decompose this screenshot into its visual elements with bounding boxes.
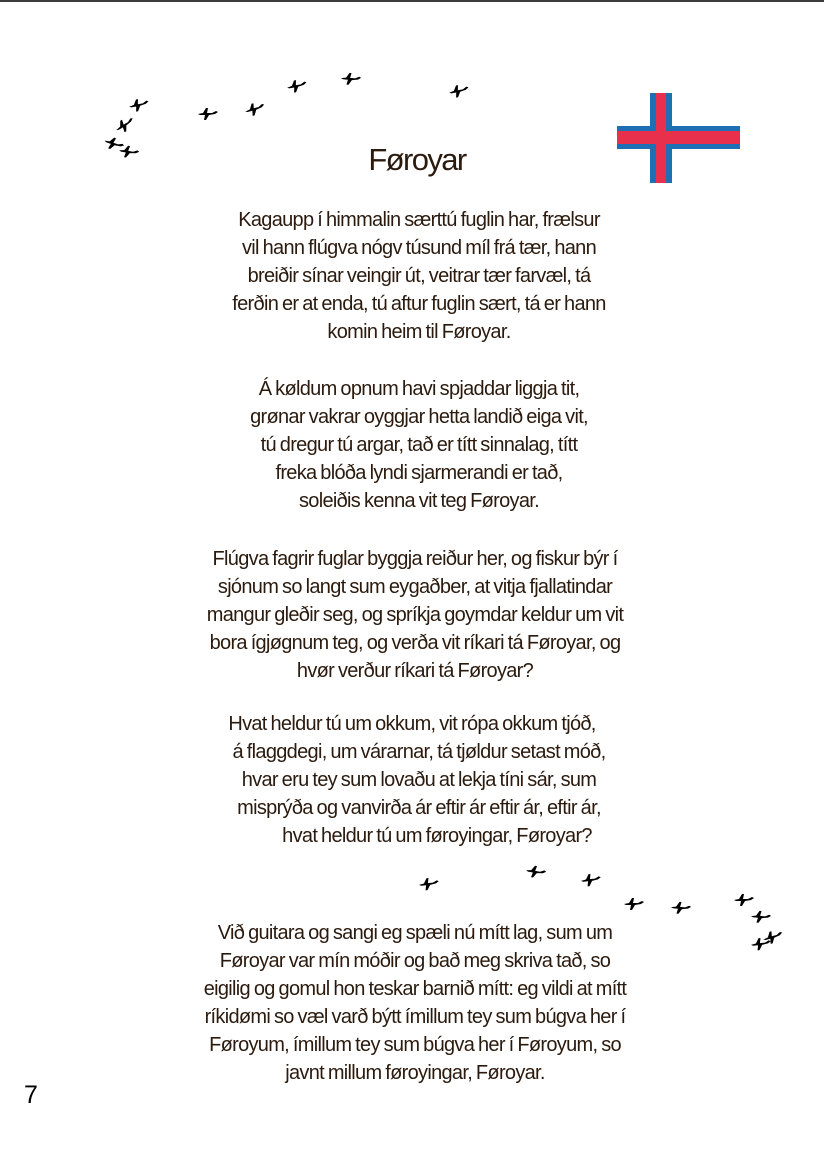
bird-icon: [623, 897, 645, 911]
bird-icon: [285, 77, 309, 95]
stanza-5: [0, 919, 824, 1087]
poem-line: Føroyar var mín móðir og bað meg skriva tað, so: [219, 950, 611, 972]
poem-line: soleiðis kenna vit teg Føroyar.: [299, 490, 539, 512]
stanza-1: [0, 206, 824, 346]
poem-line: grønar vakrar oyggjar hetta landið eiga vit,: [250, 406, 588, 428]
poem-line: ríkidømi so væl varð býtt ímillum tey sum búgva her í: [204, 1006, 626, 1028]
poem-line: mangur gleðir seg, og spríkja goymdar keldur um vit: [206, 604, 624, 626]
bird-icon: [733, 893, 755, 907]
poem-line: hvar eru tey sum lovaðu at lekja tíni sár, sum: [241, 769, 597, 791]
poem-line: misprýða og vanvirða ár eftir ár eftir ár, eftir ár,: [237, 797, 601, 819]
poem-line: Á køldum opnum havi spjaddar liggja tit,: [258, 378, 580, 400]
poem-line: sjónum so langt sum eygaðber, at vitja fjallatindar: [217, 576, 613, 598]
poem-line: Flúgva fagrir fuglar byggja reiður her, og fiskur býr í: [212, 548, 618, 570]
poem-line: vil hann flúgva nógv túsund míl frá tær, hann: [241, 237, 597, 259]
bird-icon: [243, 99, 268, 118]
poem-title: Føroyar: [368, 142, 466, 177]
bird-icon: [417, 876, 440, 892]
page-number: 7: [24, 1081, 38, 1109]
bird-icon: [524, 863, 548, 881]
poem-line: eigilig og gomul hon teskar barnið mítt: eg vildi at mítt: [203, 978, 627, 1000]
bird-icon: [127, 96, 151, 114]
bird-icon: [339, 71, 362, 87]
poem-line: komin heim til Føroyar.: [327, 321, 511, 343]
stanza-4: [0, 710, 824, 850]
bird-icon: [579, 872, 602, 888]
poem-line: hvat heldur tú um føroyingar, Føroyar?: [282, 825, 592, 847]
poem-line: ferðin er at enda, tú aftur fuglin sært, tá er hann: [232, 293, 606, 315]
bird-icon: [197, 107, 219, 121]
poem-line: Føroyum, ímillum tey sum búgva her í Føroyum, so: [209, 1034, 621, 1056]
poem-line: freka blóða lyndi sjarmerandi er tað,: [275, 462, 563, 484]
bird-icon: [669, 900, 692, 916]
poem-line: Hvat heldur tú um okkum, vit rópa okkum tjóð,: [228, 713, 596, 735]
poem-line: Kagaupp í himmalin særttú fuglin har, frælsur: [238, 209, 600, 231]
bird-icon: [447, 82, 471, 100]
poem-line: javnt millum føroyingar, Føroyar.: [285, 1062, 545, 1084]
poem-line: Við guitara og sangi eg spæli nú mítt lag, sum um: [217, 922, 613, 944]
poem-line: tú dregur tú argar, tað er títt sinnalag, títt: [260, 434, 578, 456]
poem-line: bora ígjøgnum teg, og verða vit ríkari tá Føroyar, og: [209, 632, 621, 654]
stanza-2: [0, 375, 824, 515]
bird-icon: [112, 113, 138, 136]
stanza-3: [0, 545, 824, 685]
poem-line: hvør verður ríkari tá Føroyar?: [296, 660, 534, 682]
poem-line: á flaggdegi, um várarnar, tá tjøldur setast móð,: [232, 741, 606, 763]
poem-line: breiðir sínar veingir út, veitrar tær farvæl, tá: [247, 265, 591, 287]
